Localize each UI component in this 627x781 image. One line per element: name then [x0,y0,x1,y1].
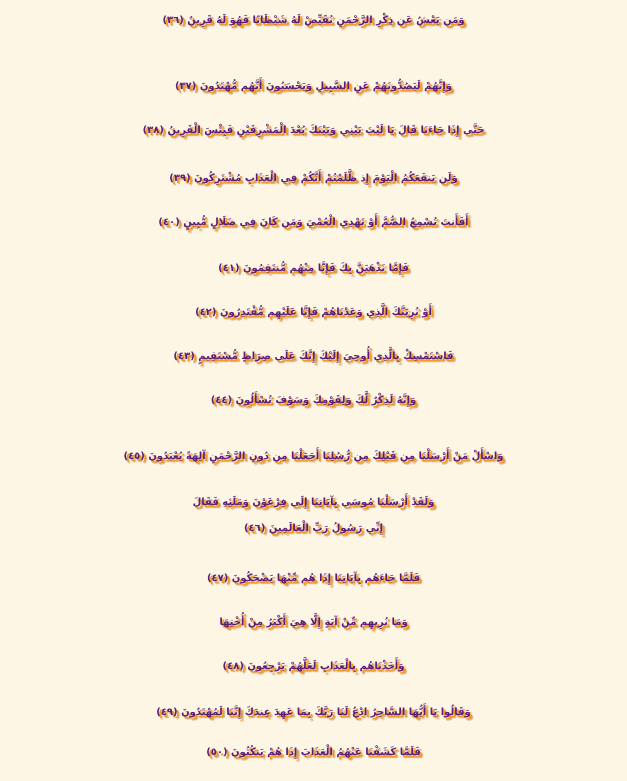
verse-47: فَلَمَّا جَاءَهُم بِآيَاتِنَا إِذَا هُم مِّنْهَا يَضْحَكُونَ (٤٧) [206,573,421,584]
verse-49: وَقَالُوا يَا أَيُّهَا السَّاحِرُ ادْعُ لَنَا رَبَّكَ بِمَا عَهِدَ عِندَكَ إِنَّنَا لَمُهْتَدُونَ (٤٩) [156,707,471,718]
verse-41: فَإِمَّا نَذْهَبَنَّ بِكَ فَإِنَّا مِنْهُم مُّنتَقِمُونَ (٤١) [218,263,409,274]
verse-36: وَمَن يَعْشُ عَن ذِكْرِ الرَّحْمَنِ نُقَيِّضْ لَهُ شَيْطَانًا فَهُوَ لَهُ قَرِينٌ (٣٦) [162,15,465,26]
verse-40: أَفَأَنتَ تُسْمِعُ الصُّمَّ أَوْ تَهْدِي الْعُمْيَ وَمَن كَانَ فِي ضَلَالٍ مُّبِينٍ (٤٠) [158,217,469,228]
verse-48: وَأَخَذْنَاهُم بِالْعَذَابِ لَعَلَّهُمْ يَرْجِعُونَ (٤٨) [222,661,405,672]
verse-46-line-2: إِنِّي رَسُولُ رَبِّ الْعَالَمِينَ (٤٦) [243,523,384,534]
verse-47-continuation: وَمَا نُرِيهِم مِّنْ آيَةٍ إِلَّا هِيَ أَكْبَرُ مِنْ أُخْتِهَا [219,617,408,628]
verse-44: وَإِنَّهُ لَذِكْرٌ لَّكَ وَلِقَوْمِكَ وَسَوْفَ تُسْأَلُونَ (٤٤) [210,395,417,406]
verse-39: وَلَن يَنفَعَكُمُ الْيَوْمَ إِذ ظَّلَمْتُمْ أَنَّكُمْ فِي الْعَذَابِ مُشْتَرِكُونَ (٣٩) [169,173,458,184]
verse-38: حَتَّى إِذَا جَاءَنَا قَالَ يَا لَيْتَ بَيْنِي وَبَيْنَكَ بُعْدَ الْمَشْرِقَيْنِ فَبِئْسَ الْقَرِينُ (٣٨) [142,125,485,136]
verse-45: وَاسْأَلْ مَنْ أَرْسَلْنَا مِن قَبْلِكَ مِن رُّسُلِنَا أَجَعَلْنَا مِن دُونِ الرَّحْمَنِ آلِهَةً يُعْبَدُونَ (٤٥) [123,451,504,462]
verse-42: أَوْ نُرِيَنَّكَ الَّذِي وَعَدْنَاهُمْ فَإِنَّا عَلَيْهِم مُّقْتَدِرُونَ (٤٢) [195,307,432,318]
verse-43: فَاسْتَمْسِكْ بِالَّذِي أُوحِيَ إِلَيْكَ إِنَّكَ عَلَى صِرَاطٍ مُّسْتَقِيمٍ (٤٣) [173,351,454,362]
verse-50: فَلَمَّا كَشَفْنَا عَنْهُمُ الْعَذَابَ إِذَا هُمْ يَنكُثُونَ (٥٠) [206,747,421,758]
verse-46-line-1: وَلَقَدْ أَرْسَلْنَا مُوسَى بِآيَاتِنَا إِلَى فِرْعَوْنَ وَمَلَئِهِ فَقَالَ [192,497,435,508]
verse-37: وَإِنَّهُمْ لَيَصُدُّونَهُمْ عَنِ السَّبِيلِ وَيَحْسَبُونَ أَنَّهُم مُّهْتَدُونَ (٣٧) [174,81,452,92]
